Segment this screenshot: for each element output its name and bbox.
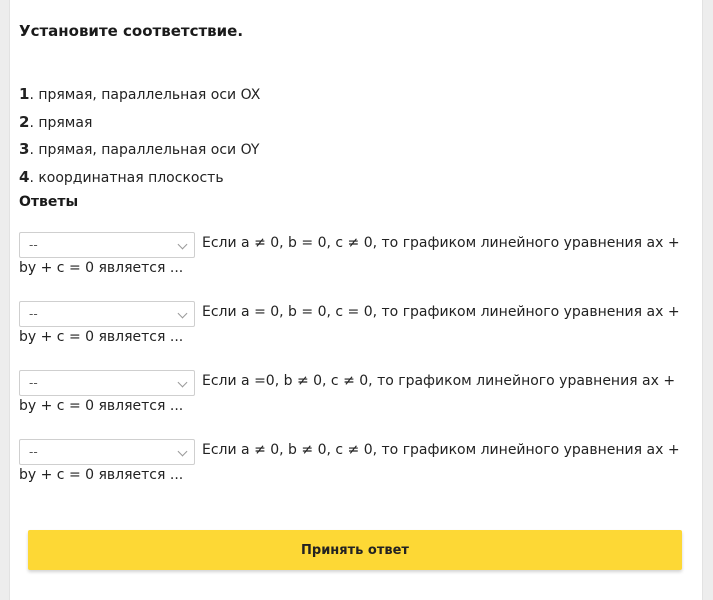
answer-question: Если a =0, b ≠ 0, c ≠ 0, то графиком линейного уравнения ax + by + c = 0 является ...: [19, 373, 676, 414]
option-number: 2: [19, 113, 30, 131]
chevron-down-icon: [178, 447, 188, 457]
option-4: [19, 168, 224, 186]
answer-select[interactable]: [19, 232, 195, 258]
answer-select[interactable]: [19, 439, 195, 465]
option-number: 3: [19, 140, 30, 158]
submit-answer-button[interactable]: Принять ответ: [28, 530, 682, 570]
option-text: . координатная плоскость: [29, 170, 224, 186]
answer-select[interactable]: [19, 301, 195, 327]
answer-select[interactable]: [19, 370, 195, 396]
answer-question: Если a = 0, b = 0, c = 0, то графиком линейного уравнения ax + by + c = 0 является ...: [19, 304, 680, 345]
option-1: [19, 85, 260, 103]
answer-question: Если a ≠ 0, b ≠ 0, c ≠ 0, то графиком линейного уравнения ax + by + c = 0 является ...: [19, 442, 680, 483]
option-number: 4: [19, 168, 30, 186]
option-number: 1: [19, 85, 30, 103]
option-3: [19, 140, 259, 158]
chevron-down-icon: [178, 309, 188, 319]
option-text: . прямая, параллельная оси OY: [29, 142, 260, 158]
question-title: Установите соответствие.: [19, 22, 244, 40]
select-value: --: [29, 307, 38, 321]
answers-label: Ответы: [19, 194, 79, 210]
option-text: . прямая: [29, 115, 93, 131]
answer-question: Если a ≠ 0, b = 0, c ≠ 0, то графиком линейного уравнения ax + by + c = 0 является ...: [19, 235, 680, 276]
question-card: [9, 0, 703, 600]
select-value: --: [29, 238, 38, 252]
chevron-down-icon: [178, 378, 188, 388]
option-2: [19, 113, 92, 131]
select-value: --: [29, 376, 38, 390]
chevron-down-icon: [178, 240, 188, 250]
option-text: . прямая, параллельная оси OX: [29, 87, 261, 103]
select-value: --: [29, 445, 38, 459]
